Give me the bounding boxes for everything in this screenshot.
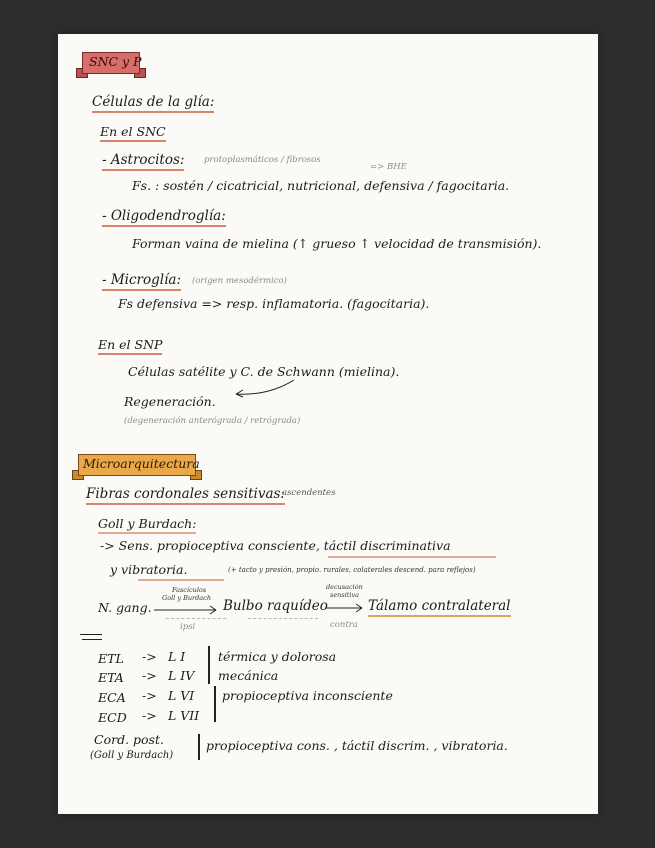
- heading-fibras: Fibras cordonales sensitivas:: [86, 486, 285, 505]
- tract-name: ECA: [98, 690, 126, 705]
- bhe-note: => BHE: [370, 162, 407, 172]
- bulbo-raquideo: Bulbo raquídeo: [223, 598, 328, 614]
- tract-name: ECD: [98, 710, 127, 725]
- notebook-page: [58, 34, 598, 814]
- astrocitos-types: protoplasmáticos / fibrosos: [204, 155, 321, 165]
- section-tag-snc: [82, 52, 140, 74]
- tract-lamina: L VI: [168, 688, 195, 703]
- section-tag-microarquitectura: [78, 454, 200, 476]
- vibratoria-line: y vibratoria.: [110, 562, 188, 577]
- dashed-guide: [166, 618, 226, 619]
- section-tag-text: SNC y P: [89, 54, 142, 69]
- decusacion-note: decusación: [326, 583, 363, 591]
- fasciculos-note-2: Goll y Burdach: [162, 594, 212, 602]
- section-tag-text: Microarquitectura: [83, 456, 200, 471]
- oligodendroglia-text: Forman vaina de mielina (↑ grueso ↑ velocidad de transmisión).: [132, 236, 542, 251]
- tract-desc: propioceptiva inconsciente: [222, 688, 393, 703]
- bracket-bar: [198, 734, 200, 760]
- tract-arrow: ->: [142, 708, 157, 723]
- label-astrocitos: - Astrocitos:: [102, 152, 184, 171]
- label-oligodendroglia: - Oligodendroglía:: [102, 208, 226, 227]
- microglia-text: Fs defensiva => resp. inflamatoria. (fagocitaria).: [118, 296, 430, 311]
- cord-label-2: (Goll y Burdach): [90, 750, 174, 761]
- divider-mark: [80, 634, 102, 635]
- tract-lamina: L IV: [168, 668, 195, 683]
- decusacion-note-2: sensitiva: [330, 591, 360, 599]
- tract-desc: térmica y dolorosa: [218, 649, 337, 664]
- regeneracion-note: (degeneración anterógrada / retrógrada): [124, 416, 301, 426]
- arrow-icon: [324, 602, 368, 614]
- regeneracion: Regeneración.: [124, 394, 216, 409]
- contra-note: contra: [330, 620, 358, 630]
- talamo-contralateral: Tálamo contralateral: [368, 598, 511, 617]
- cord-label: Cord. post.: [94, 732, 164, 747]
- fibras-note: ascendentes: [282, 488, 336, 498]
- microglia-origin: (origen mesodérmico): [192, 276, 287, 286]
- tract-name: ETL: [98, 651, 124, 666]
- underline-highlight: [138, 579, 224, 581]
- heading-goll-burdach: Goll y Burdach:: [98, 516, 196, 534]
- heading-snp: En el SNP: [98, 337, 162, 355]
- tract-arrow: ->: [142, 649, 157, 664]
- bracket-bar: [214, 686, 216, 722]
- sensibilidad-line: -> Sens. propioceptiva consciente, táctil discriminativa: [100, 538, 451, 553]
- tract-desc: mecánica: [218, 668, 279, 683]
- cord-desc: propioceptiva cons. , táctil discrim. , vibratoria.: [206, 738, 508, 753]
- heading-snc: En el SNC: [100, 124, 166, 142]
- snp-cells: Células satélite y C. de Schwann (mielina).: [128, 364, 400, 379]
- vibratoria-note: (+ tacto y presión, propio. rurales, colaterales descend. para reflejos): [228, 566, 476, 574]
- tract-lamina: L I: [168, 649, 186, 664]
- divider-mark: [82, 639, 102, 640]
- tract-name: ETA: [98, 670, 124, 685]
- astrocitos-functions: Fs. : sostén / cicatricial, nutricional, defensiva / fagocitaria.: [132, 178, 510, 193]
- underline-highlight: [328, 556, 496, 558]
- tract-lamina: L VII: [168, 708, 200, 723]
- tract-arrow: ->: [142, 668, 157, 683]
- n-gang: N. gang.: [98, 600, 152, 615]
- ipsi-note: ipsi: [180, 622, 196, 632]
- tract-arrow: ->: [142, 688, 157, 703]
- arrow-icon: [228, 378, 298, 400]
- heading-glia: Células de la glía:: [92, 94, 214, 113]
- label-microglia: - Microglía:: [102, 272, 181, 291]
- fasciculos-note: Fascículos: [172, 586, 207, 594]
- bracket-bar: [208, 646, 210, 684]
- arrow-icon: [152, 604, 222, 616]
- dashed-guide: [248, 618, 318, 619]
